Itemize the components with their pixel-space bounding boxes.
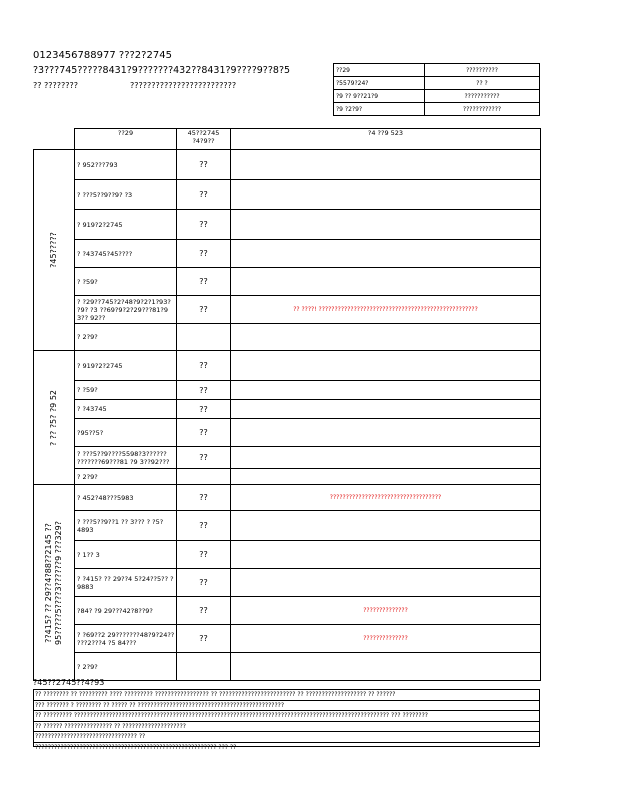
- row-code: ??: [177, 485, 231, 511]
- row-code: [177, 469, 231, 485]
- table-row: [34, 268, 541, 296]
- row-code: ??: [177, 597, 231, 625]
- footer-line: ??? ??????? ? ???????? ?? ????? ?? ??????????????????????????????????????????????: [34, 701, 539, 712]
- row-item: ? ?415? ?? 29??4 5?24??5?? ? 9883: [75, 569, 177, 597]
- row-item: ? 919?2?2745: [75, 351, 177, 381]
- table-row: [34, 324, 541, 351]
- table-row: [34, 150, 541, 180]
- row-item: ? ???5??9??1 ?? 3??? ? ?5?4893: [75, 511, 177, 541]
- header-code: 45??2745 ?4?9??: [177, 129, 231, 150]
- row-note: [231, 150, 541, 180]
- row-item: ? ?43745: [75, 400, 177, 419]
- row-code: ??: [177, 210, 231, 240]
- info-label: ?9 ?2?9?: [334, 103, 425, 116]
- footer-line: ?? ???????? ?? ????????? ???? ????????? ????????????????? ?? ???????????????????????? ?? ??????????????????? ?? ??????: [34, 690, 539, 701]
- row-note: ???????????????????????????????????: [231, 485, 541, 511]
- row-item: ? 2?9?: [75, 469, 177, 485]
- row-note: [231, 653, 541, 681]
- section-label-cell: [34, 485, 75, 681]
- info-label: ?9 ?? 9??21?9: [334, 90, 425, 103]
- row-note: [231, 324, 541, 351]
- info-label: ??29: [334, 64, 425, 77]
- table-row: [34, 653, 541, 681]
- info-value: ??????????: [425, 64, 540, 77]
- row-item: ?84? ?9 29???42?8??9?: [75, 597, 177, 625]
- document-meta-left: ?? ????????: [33, 81, 79, 90]
- footer-title: ?45??2745??4?93: [33, 678, 105, 687]
- row-code: ??: [177, 447, 231, 469]
- row-note: [231, 180, 541, 210]
- document-subtitle: ?3???745?????8431?9???????432??8431?9????9??8?5: [33, 65, 291, 76]
- table-row: [34, 419, 541, 447]
- row-item: ? 2?9?: [75, 653, 177, 681]
- table-row: [34, 381, 541, 400]
- row-code: ??: [177, 419, 231, 447]
- row-code: ??: [177, 180, 231, 210]
- row-code: ??: [177, 625, 231, 653]
- header-note: ?4 ??9 523: [231, 129, 541, 150]
- info-row: [334, 90, 540, 103]
- table-row: [34, 569, 541, 597]
- table-row: [34, 511, 541, 541]
- info-label: ?5579?24?: [334, 77, 425, 90]
- row-code: ??: [177, 541, 231, 569]
- section-label: ? ?? ?5? ?9 52: [49, 389, 58, 446]
- row-code: ??: [177, 511, 231, 541]
- row-code: ??: [177, 296, 231, 324]
- row-code: ??: [177, 351, 231, 381]
- table-row: [34, 597, 541, 625]
- footer-notes: [33, 689, 540, 751]
- row-note: ?? ????! ??????????????????????????????????????????????????: [231, 296, 541, 324]
- row-note: ??????????????: [231, 597, 541, 625]
- header-item: ??29: [75, 129, 177, 150]
- row-item: ? 952???793: [75, 150, 177, 180]
- info-value: ???????????: [425, 90, 540, 103]
- document-meta-right: ?????????????????????????: [130, 81, 237, 90]
- document-title: 0123456788977 ???2?2745: [33, 50, 172, 61]
- info-value: ?? ?: [425, 77, 540, 90]
- footer-line: ?? ?????? ??????????????? ?? ????????????????????: [34, 722, 539, 733]
- info-row: [334, 77, 540, 90]
- row-code: ??: [177, 150, 231, 180]
- table-row: [34, 447, 541, 469]
- table-row: [34, 296, 541, 324]
- row-note: [231, 447, 541, 469]
- table-row: [34, 625, 541, 653]
- row-code: ??: [177, 569, 231, 597]
- row-code: ??: [177, 240, 231, 268]
- row-code: ??: [177, 268, 231, 296]
- table-row: [34, 469, 541, 485]
- info-value: ????????????: [425, 103, 540, 116]
- row-note: [231, 268, 541, 296]
- row-item: ? ?59?: [75, 268, 177, 296]
- footer-line: ???????????????????????????????? ??: [34, 732, 539, 743]
- row-item: ? ?43745?45????: [75, 240, 177, 268]
- row-item: ? 2?9?: [75, 324, 177, 351]
- table-row: [34, 400, 541, 419]
- row-item: ?95??5?: [75, 419, 177, 447]
- table-row: [34, 541, 541, 569]
- row-note: [231, 351, 541, 381]
- table-row: [34, 210, 541, 240]
- table-row: [34, 240, 541, 268]
- checklist-table: [33, 128, 541, 681]
- row-item: ? 919?2?2745: [75, 210, 177, 240]
- section-label-cell: [34, 150, 75, 351]
- row-note: [231, 400, 541, 419]
- section-label-cell: [34, 351, 75, 485]
- table-row: [34, 351, 541, 381]
- row-code: ??: [177, 400, 231, 419]
- header-corner: [34, 129, 75, 150]
- row-note: [231, 381, 541, 400]
- row-item: ? ?29??745?2?48?9?2?1?93? ?9? ?3 ??69?9?2?29???81?9 3?? 92??: [75, 296, 177, 324]
- row-item: ? ???5??9??9? ?3: [75, 180, 177, 210]
- table-header-row: [34, 129, 541, 150]
- table-row: [34, 485, 541, 511]
- row-item: ? 452?48???5983: [75, 485, 177, 511]
- section-label: ?45?????: [49, 232, 58, 268]
- row-note: ??????????????: [231, 625, 541, 653]
- info-row: [334, 64, 540, 77]
- row-item: ? ?59?: [75, 381, 177, 400]
- row-note: [231, 419, 541, 447]
- section-label: ??415? ?? 29??4?88??2145 ??95?????5????3??????9 ???329?: [44, 520, 63, 645]
- info-table: [333, 63, 540, 116]
- row-item: ? 1?? 3: [75, 541, 177, 569]
- row-note: [231, 511, 541, 541]
- info-row: [334, 103, 540, 116]
- row-code: [177, 653, 231, 681]
- row-code: ??: [177, 381, 231, 400]
- row-note: [231, 210, 541, 240]
- footer-line: ?? ????????? ??????????????????????????????????????????????????????????????????????????????????????????????????? ??? ????????: [34, 711, 539, 722]
- row-code: [177, 324, 231, 351]
- footer-line: ????????????????????????????????????????????????????????? ??? ??: [35, 743, 237, 751]
- row-item: ? ???5??9????5598?3?????? ???????69???81 ?9 3??92???: [75, 447, 177, 469]
- row-note: [231, 569, 541, 597]
- row-note: [231, 469, 541, 485]
- row-note: [231, 541, 541, 569]
- row-note: [231, 240, 541, 268]
- row-item: ? ?69??2 29???????48?9?24?? ???2???4 ?5 84???: [75, 625, 177, 653]
- table-row: [34, 180, 541, 210]
